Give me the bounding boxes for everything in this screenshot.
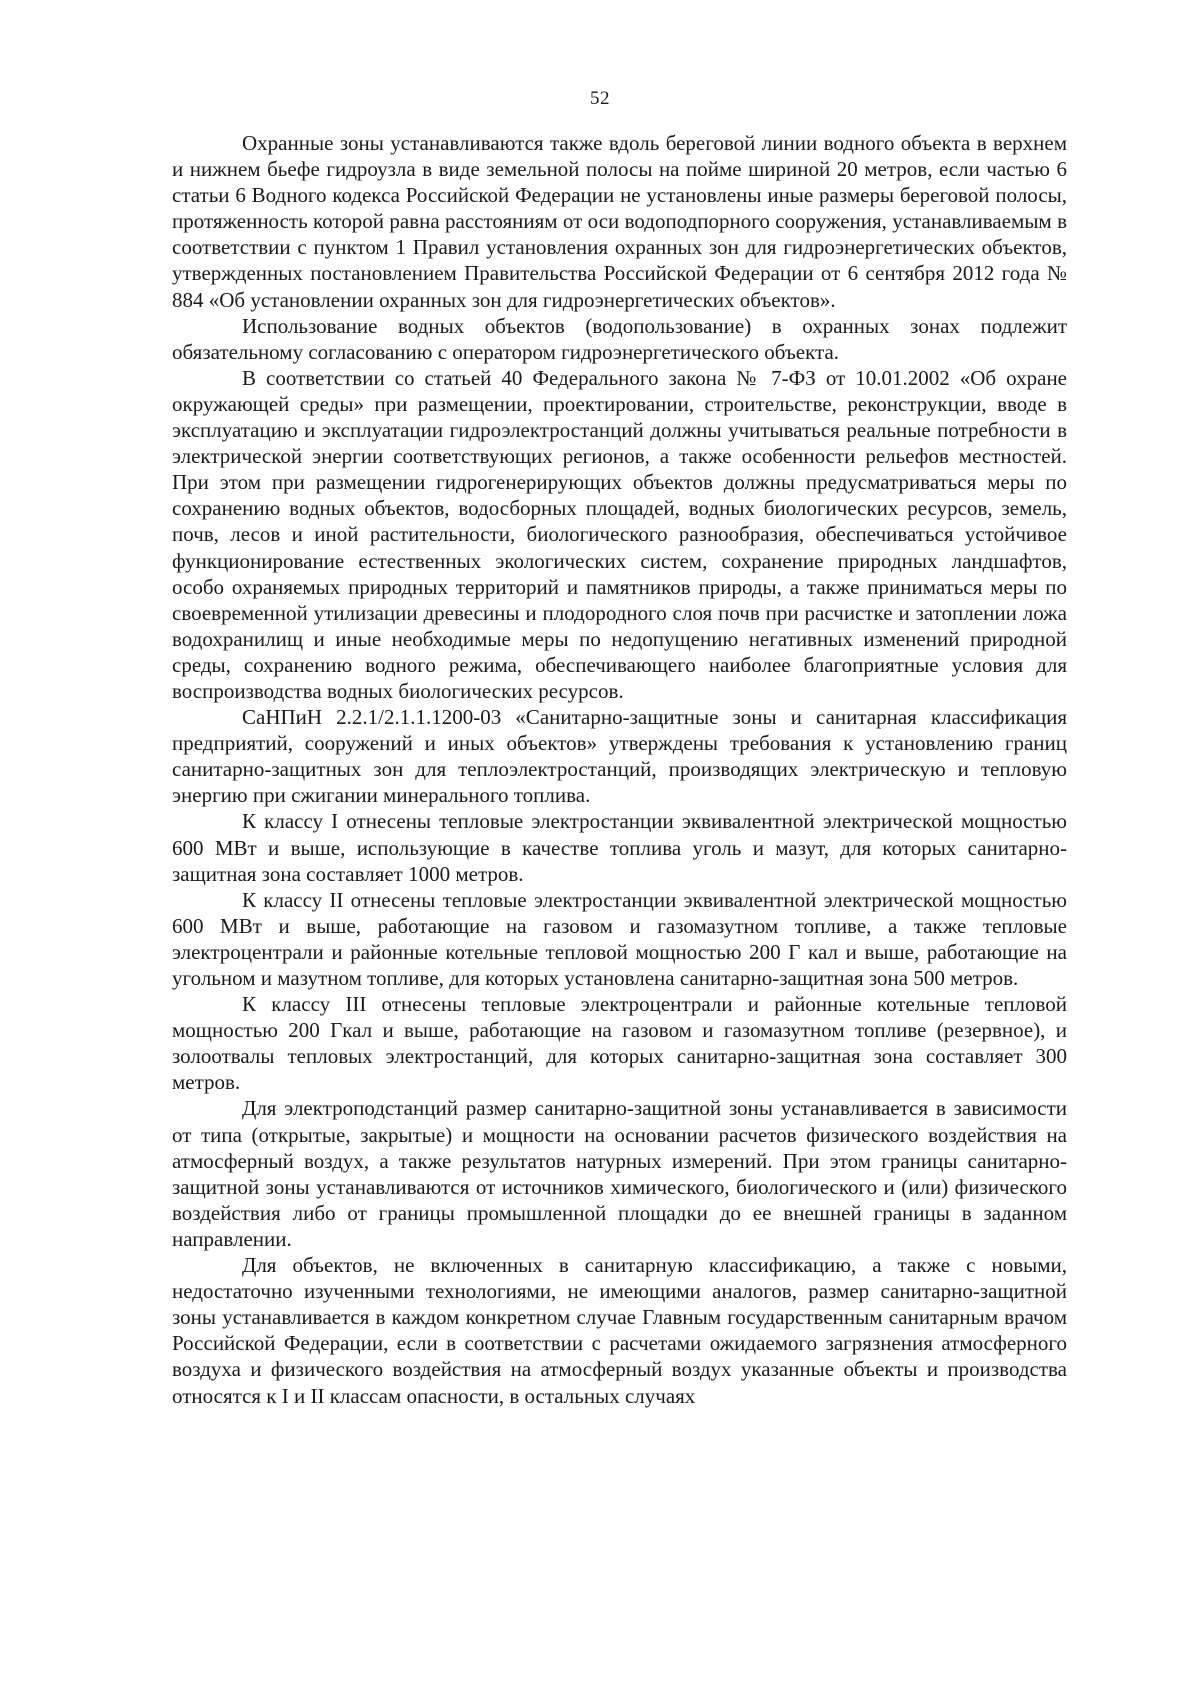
paragraph-sanpin: СаНПиН 2.2.1/2.1.1.1200-03 «Санитарно-защитные зоны и санитарная классификация предприятий, сооружений и иных объектов» утверждены требования к установлению границ санитарно-защитных зон для теплоэлектростанций, производящих электрическую и тепловую энергию при сжигании минерального топлива. (172, 705, 1067, 808)
paragraph-class-3: К классу III отнесены тепловые электроцентрали и районные котельные тепловой мощностью 200 Гкал и выше, работающие на газовом и газомазутном топливе (резервное), и золоотвалы тепловых электростанций, для которых санитарно-защитная зона составляет 300 метров. (172, 992, 1067, 1095)
paragraph-unclassified-objects: Для объектов, не включенных в санитарную классификацию, а также с новыми, недостаточно изученными технологиями, не имеющими аналогов, размер санитарно-защитной зоны устанавливается в каждом конкретном случае Главным государственным санитарным врачом Российской Федерации, если в соответствии с расчетами ожидаемого загрязнения атмосферного воздуха и физического воздействия на атмосферный воздух указанные объекты и производства относятся к I и II классам опасности, в остальных случаях (172, 1253, 1067, 1408)
page-number: 52 (590, 88, 610, 109)
paragraph-environment-law: В соответствии со статьей 40 Федерального закона № 7-ФЗ от 10.01.2002 «Об охране окружающей среды» при размещении, проектировании, строительстве, реконструкции, вводе в эксплуатацию и эксплуатации гидроэлектростанций должны учитываться реальные потребности в электрической энергии соответствующих регионов, а также особенности рельефов местностей. При этом при размещении гидрогенерирующих объектов должны предусматриваться меры по сохранению водных объектов, водосборных площадей, водных биологических ресурсов, земель, почв, лесов и иной растительности, биологического разнообразия, обеспечиваться устойчивое функционирование естественных экологических систем, сохранение природных ландшафтов, особо охраняемых природных территорий и памятников природы, а также приниматься меры по своевременной утилизации древесины и плодородного слоя почв при расчистке и затоплении ложа водохранилищ и иные необходимые меры по недопущению негативных изменений природной среды, сохранению водного режима, обеспечивающего наиболее благоприятные условия для воспроизводства водных биологических ресурсов. (172, 365, 1067, 703)
document-body (172, 130, 1067, 1409)
paragraph-water-use: Использование водных объектов (водопользование) в охранных зонах подлежит обязательному согласованию с оператором гидроэнергетического объекта. (172, 313, 1067, 364)
paragraph-substations: Для электроподстанций размер санитарно-защитной зоны устанавливается в зависимости от типа (открытые, закрытые) и мощности на основании расчетов физического воздействия на атмосферный воздух, а также результатов натурных измерений. При этом границы санитарно-защитной зоны устанавливаются от источников химического, биологического и (или) физического воздействия либо от границы промышленной площадки до ее внешней границы в заданном направлении. (172, 1096, 1067, 1251)
paragraph-class-2: К классу II отнесены тепловые электростанции эквивалентной электрической мощностью 600 МВт и выше, работающие на газовом и газомазутном топливе, а также тепловые электроцентрали и районные котельные тепловой мощностью 200 Г кал и выше, работающие на угольном и мазутном топливе, для которых установлена санитарно-защитная зона 500 метров. (172, 887, 1067, 990)
paragraph-class-1: К классу I отнесены тепловые электростанции эквивалентной электрической мощностью 600 МВт и выше, использующие в качестве топлива уголь и мазут, для которых санитарно-защитная зона составляет 1000 метров. (172, 809, 1067, 886)
paragraph-protection-zones: Охранные зоны устанавливаются также вдоль береговой линии водного объекта в верхнем и нижнем бьефе гидроузла в виде земельной полосы на пойме шириной 20 метров, если частью 6 статьи 6 Водного кодекса Российской Федерации не установлены иные размеры береговой полосы, протяженность которой равна расстояниям от оси водоподпорного сооружения, устанавливаемым в соответствии с пунктом 1 Правил установления охранных зон для гидроэнергетических объектов, утвержденных постановлением Правительства Российской Федерации от 6 сентября 2012 года № 884 «Об установлении охранных зон для гидроэнергетических объектов». (172, 131, 1067, 312)
